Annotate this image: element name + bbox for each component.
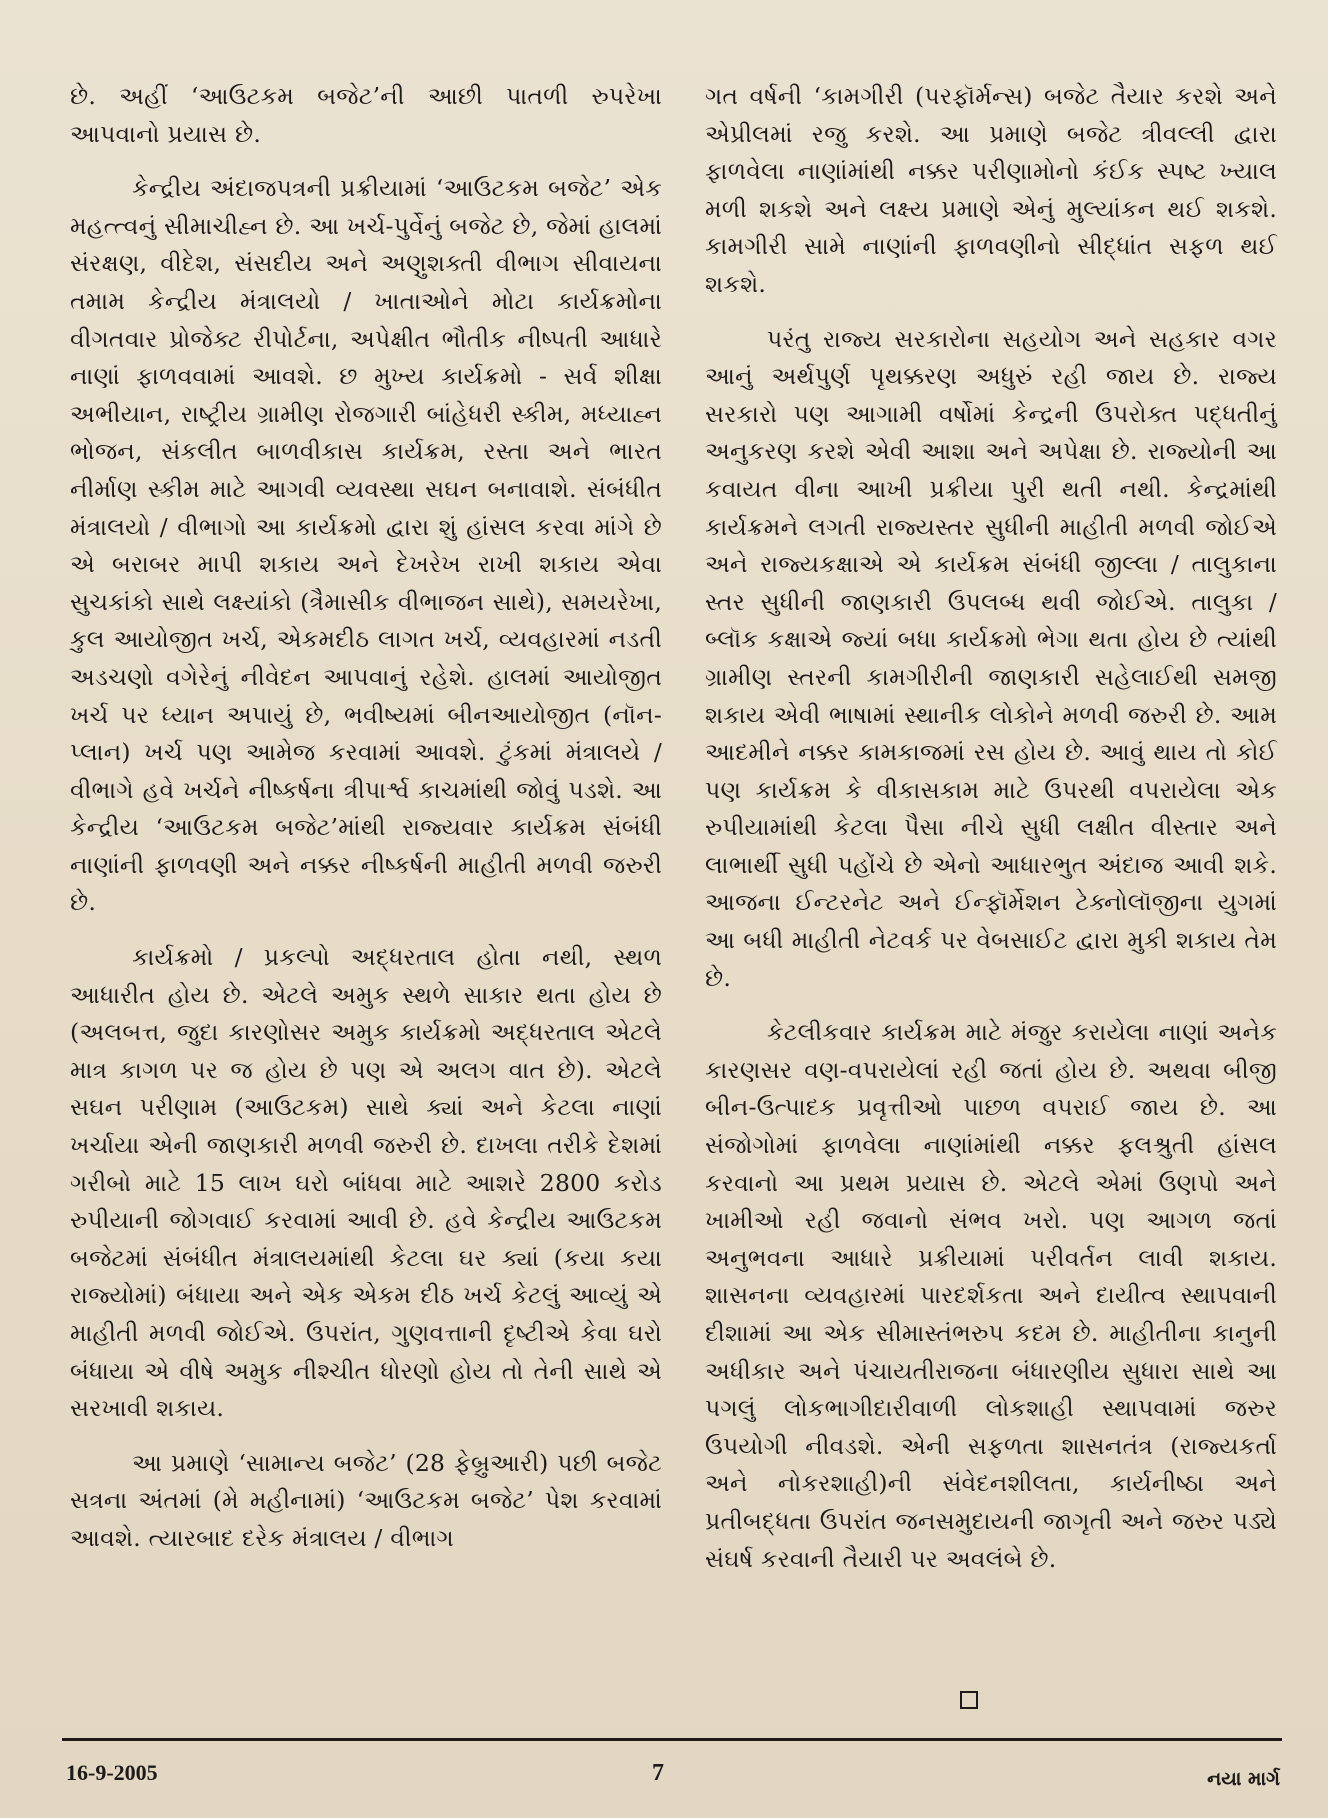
right-column [705,78,1277,1595]
left-paragraph-2: કેન્દ્રીય અંદાજપત્રની પ્રક્રીયામાં ‘આઉટકમ બજેટ’ એક મહત્ત્વનું સીમાચીહ્ન છે. આ ખર્ચ-પુર્વેનું બજેટ છે, જેમાં હાલમાં સંરક્ષણ, વીદેશ, સંસદીય અને અણુશક્તી વીભાગ સીવાયના તમામ કેન્દ્રીય મંત્રાલયો / ખાતાઓને મોટા કાર્યક્રમોના વીગતવાર પ્રોજેક્ટ રીપોર્ટના, અપેક્ષીત ભૌતીક નીષ્પતી આધારે નાણાં ફાળવવામાં આવશે. છ મુખ્ય કાર્યક્રમો - સર્વ શીક્ષા અભીયાન, રાષ્ટ્રીય ગ્રામીણ રોજગારી બાંહેધરી સ્કીમ, મધ્યાહ્ન ભોજન, સંકલીત બાળવીકાસ કાર્યક્રમ, રસ્તા અને ભારત નીર્માણ સ્કીમ માટે આગવી વ્યવસ્થા સઘન બનાવાશે. સંબંધીત મંત્રાલયો / વીભાગો આ કાર્યક્રમો દ્વારા શું હાંસલ કરવા માંગે છે એ બરાબર માપી શકાય અને દેખરેખ રાખી શકાય એવા સુચકાંકો સાથે લક્ષ્યાંકો (ત્રૈમાસીક વીભાજન સાથે), સમયરેખા, કુલ આયોજીત ખર્ચ, એકમદીઠ લાગત ખર્ચ, વ્યવહારમાં નડતી અડચણો વગેરેનું નીવેદન આપવાનું રહેશે. હાલમાં આયોજીત ખર્ચ પર ધ્યાન અપાયું છે, ભવીષ્યમાં બીનઆયોજીત (નૉન-પ્લાન) ખર્ચ પણ આમેજ કરવામાં આવશે. ટુંકમાં મંત્રાલયે / વીભાગે હવે ખર્ચને નીષ્કર્ષના ત્રીપાર્શ્વ કાચમાંથી જોવું પડશે. આ કેન્દ્રીય ‘આઉટકમ બજેટ’માંથી રાજ્યવાર કાર્યક્રમ સંબંધી નાણાંની ફાળવણી અને નક્કર નીષ્કર્ષની માહીતી મળવી જરુરી છે. [70,174,662,917]
left-column [70,78,662,1575]
magazine-name: નયા માર્ગ [1207,1768,1280,1790]
right-paragraph-1: ગત વર્ષની ‘કામગીરી (પરફૉર્મન્સ) બજેટ તૈયાર કરશે અને એપ્રીલમાં રજુ કરશે. આ પ્રમાણે બજેટ ત્રીવલ્લી દ્વારા ફાળવેલા નાણાંમાંથી નક્કર પરીણામોનો કંઈક સ્પષ્ટ ખ્યાલ મળી શકશે અને લક્ષ્ય પ્રમાણે એનું મુલ્યાંકન થઈ શકશે. કામગીરી સામે નાણાંની ફાળવણીનો સીદ્ધાંત સફળ થઈ શકશે. [705,82,1277,298]
left-paragraph-3: કાર્યક્રમો / પ્રકલ્પો અદ્ધરતાલ હોતા નથી, સ્થળ આધારીત હોય છે. એટલે અમુક સ્થળે સાકાર થતા હોય છે (અલબત્ત, જુદા કારણોસર અમુક કાર્યક્રમો અદ્ધરતાલ એટલે માત્ર કાગળ પર જ હોય છે પણ એ અલગ વાત છે). એટલે સઘન પરીણામ (આઉટકમ) સાથે ક્યાં અને કેટલા નાણાં ખર્ચાયા એની જાણકારી મળવી જરુરી છે. દાખલા તરીકે દેશમાં ગરીબો માટે 15 લાખ ઘરો બાંધવા માટે આશરે 2800 કરોડ રુપીયાની જોગવાઈ કરવામાં આવી છે. હવે કેન્દ્રીય આઉટકમ બજેટમાં સંબંધીત મંત્રાલયમાંથી કેટલા ઘર ક્યાં (કયા કયા રાજ્યોમાં) બંધાયા અને એક એકમ દીઠ ખર્ચ કેટલું આવ્યું એ માહીતી મળવી જોઈએ. ઉપરાંત, ગુણવત્તાની દૃષ્ટીએ કેવા ઘરો બંધાયા એ વીષે અમુક નીશ્ચીત ધોરણો હોય તો તેની સાથે એ સરખાવી શકાય. [70,943,662,1423]
footer-divider [62,1738,1282,1741]
footer-date: 16-9-2005 [66,1760,158,1785]
left-paragraph-1: છે. અહીં ‘આઉટકમ બજેટ’ની આછી પાતળી રુપરેખા આપવાનો પ્રયાસ છે. [70,82,662,148]
page-number: 7 [652,1760,664,1786]
end-of-article-square-icon [960,1691,978,1709]
right-paragraph-3: કેટલીકવાર કાર્યક્રમ માટે મંજુર કરાયેલા નાણાં અનેક કારણસર વણ-વપરાયેલાં રહી જતાં હોય છે. અથવા બીજી બીન-ઉત્પાદક પ્રવૃત્તીઓ પાછળ વપરાઈ જાય છે. આ સંજોગોમાં ફાળવેલા નાણાંમાંથી નક્કર ફલશ્રુતી હાંસલ કરવાનો આ પ્રથમ પ્રયાસ છે. એટલે એમાં ઉણપો અને ખામીઓ રહી જવાનો સંભવ ખરો. પણ આગળ જતાં અનુભવના આધારે પ્રક્રીયામાં પરીવર્તન લાવી શકાય. શાસનના વ્યવહારમાં પારદર્શકતા અને દાયીત્વ સ્થાપવાની દીશામાં આ એક સીમાસ્તંભરુપ કદમ છે. માહીતીના કાનુની અધીકાર અને પંચાયતીરાજના બંધારણીય સુધારા સાથે આ પગલું લોકભાગીદારીવાળી લોકશાહી સ્થાપવામાં જરુર ઉપયોગી નીવડશે. એની સફળતા શાસનતંત્ર (રાજ્યકર્તા અને નોકરશાહી)ની સંવેદનશીલતા, કાર્યનીષ્ઠા અને પ્રતીબદ્ધતા ઉપરાંત જનસમુદાયની જાગૃતી અને જરુર પડ્યે સંઘર્ષ કરવાની તૈયારી પર અવલંબે છે. [705,1018,1277,1573]
left-paragraph-4: આ પ્રમાણે ‘સામાન્ય બજેટ’ (28 ફેબ્રુઆરી) પછી બજેટ સત્રના અંતમાં (મે મહીનામાં) ‘આઉટકમ બજેટ’ પેશ કરવામાં આવશે. ત્યારબાદ દરેક મંત્રાલય / વીભાગ [70,1448,662,1552]
right-paragraph-2: પરંતુ રાજ્ય સરકારોના સહયોગ અને સહકાર વગર આનું અર્થપુર્ણ પૃથક્કરણ અધુરું રહી જાય છે. રાજ્ય સરકારો પણ આગામી વર્ષોમાં કેન્દ્રની ઉપરોક્ત પદ્ધતીનું અનુકરણ કરશે એવી આશા અને અપેક્ષા છે. રાજ્યોની આ કવાયત વીના આખી પ્રક્રીયા પુરી થતી નથી. કેન્દ્રમાંથી કાર્યક્રમને લગતી રાજ્યસ્તર સુધીની માહીતી મળવી જોઈએ અને રાજ્યકક્ષાએ એ કાર્યક્રમ સંબંધી જીલ્લા / તાલુકાના સ્તર સુધીની જાણકારી ઉપલબ્ધ થવી જોઈએ. તાલુકા / બ્લૉક કક્ષાએ જ્યાં બધા કાર્યક્રમો ભેગા થતા હોય છે ત્યાંથી ગ્રામીણ સ્તરની કામગીરીની જાણકારી સહેલાઈથી સમજી શકાય એવી ભાષામાં સ્થાનીક લોકોને મળવી જરુરી છે. આમ આદમીને નક્કર કામકાજમાં રસ હોય છે. આવું થાય તો કોઈ પણ કાર્યક્રમ કે વીકાસકામ માટે ઉપરથી વપરાયેલા એક રુપીયામાંથી કેટલા પૈસા નીચે સુધી લક્ષીત વીસ્તાર અને લાભાર્થી સુધી પહોંચે છે એનો આધારભુત અંદાજ આવી શકે. આજના ઈન્ટરનેટ અને ઈન્ફૉર્મેશન ટેક્નોલૉજીના યુગમાં આ બધી માહીતી નેટવર્ક પર વેબસાઈટ દ્વારા મુકી શકાય તેમ છે. [705,324,1277,992]
